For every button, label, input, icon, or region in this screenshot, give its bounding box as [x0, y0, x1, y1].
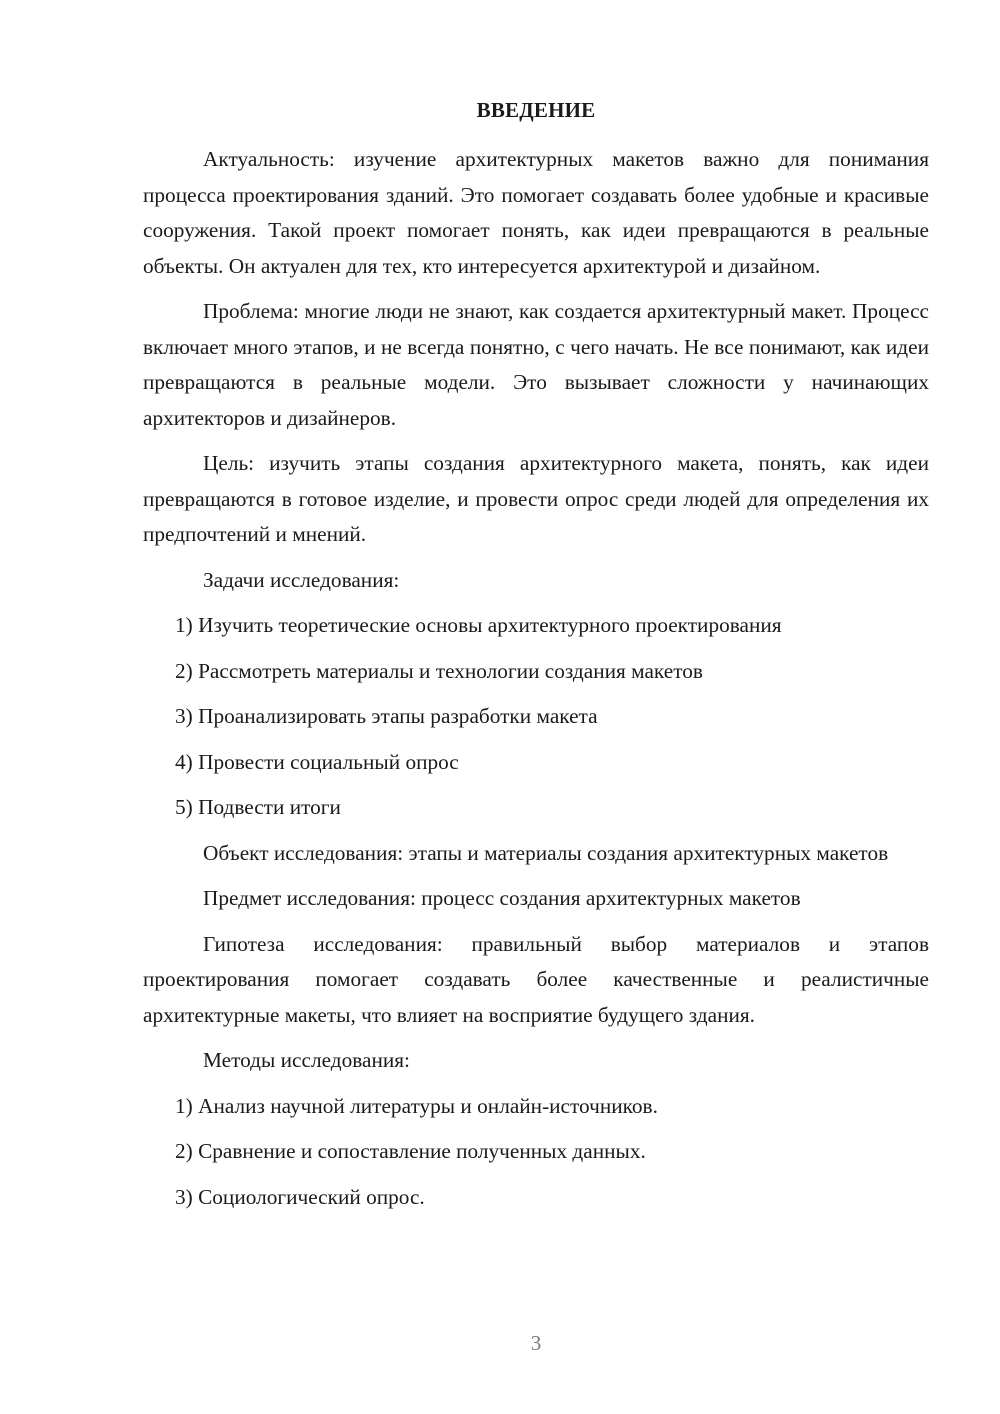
task-item: 1) Изучить теоретические основы архитектурного проектирования [175, 613, 782, 637]
section-title: ВВЕДЕНИЕ [476, 98, 596, 122]
goal-paragraph: Цель: изучить этапы создания архитектурного макета, понять, как идеи превращаются в готовое изделие, и провести опрос среди людей для определения их предпочтений и мнений. [143, 451, 929, 546]
method-item: 3) Социологический опрос. [175, 1184, 425, 1209]
hypothesis-paragraph: Гипотеза исследования: правильный выбор материалов и этапов проектирования помогает создавать более качественные и реалистичные архитектурные макеты, что влияет на восприятие будущего здания. [143, 931, 929, 1027]
document-page [143, 92, 929, 1225]
page-number: 3 [530, 1331, 542, 1355]
task-item: 3) Проанализировать этапы разработки макета [175, 704, 598, 728]
methods-heading: Методы исследования: [203, 1048, 410, 1072]
method-item: 2) Сравнение и сопоставление полученных данных. [175, 1139, 646, 1163]
task-item: 5) Подвести итоги [175, 795, 341, 819]
object-paragraph: Объект исследования: этапы и материалы создания архитектурных макетов [203, 840, 889, 865]
task-item: 4) Провести социальный опрос [175, 749, 459, 774]
relevance-paragraph: Актуальность: изучение архитектурных макетов важно для понимания процесса проектирования зданий. Это помогает создавать более удобные и красивые сооружения. Такой проект помогает понять, как идеи превращаются в реальные объекты. Он актуален для тех, кто интересуется архитектурой и дизайном. [143, 147, 929, 278]
task-item: 2) Рассмотреть материалы и технологии создания макетов [175, 658, 703, 683]
problem-paragraph: Проблема: многие люди не знают, как создается архитектурный макет. Процесс включает много этапов, и не всегда понятно, с чего начать. Не все понимают, как идеи превращаются в реальные модели. Это вызывает сложности у начинающих архитекторов и дизайнеров. [143, 299, 929, 430]
method-item: 1) Анализ научной литературы и онлайн-источников. [175, 1093, 658, 1118]
methods-list [143, 1089, 929, 1216]
tasks-heading: Задачи исследования: [203, 567, 400, 592]
tasks-list [143, 608, 929, 826]
subject-paragraph: Предмет исследования: процесс создания архитектурных макетов [203, 886, 801, 910]
